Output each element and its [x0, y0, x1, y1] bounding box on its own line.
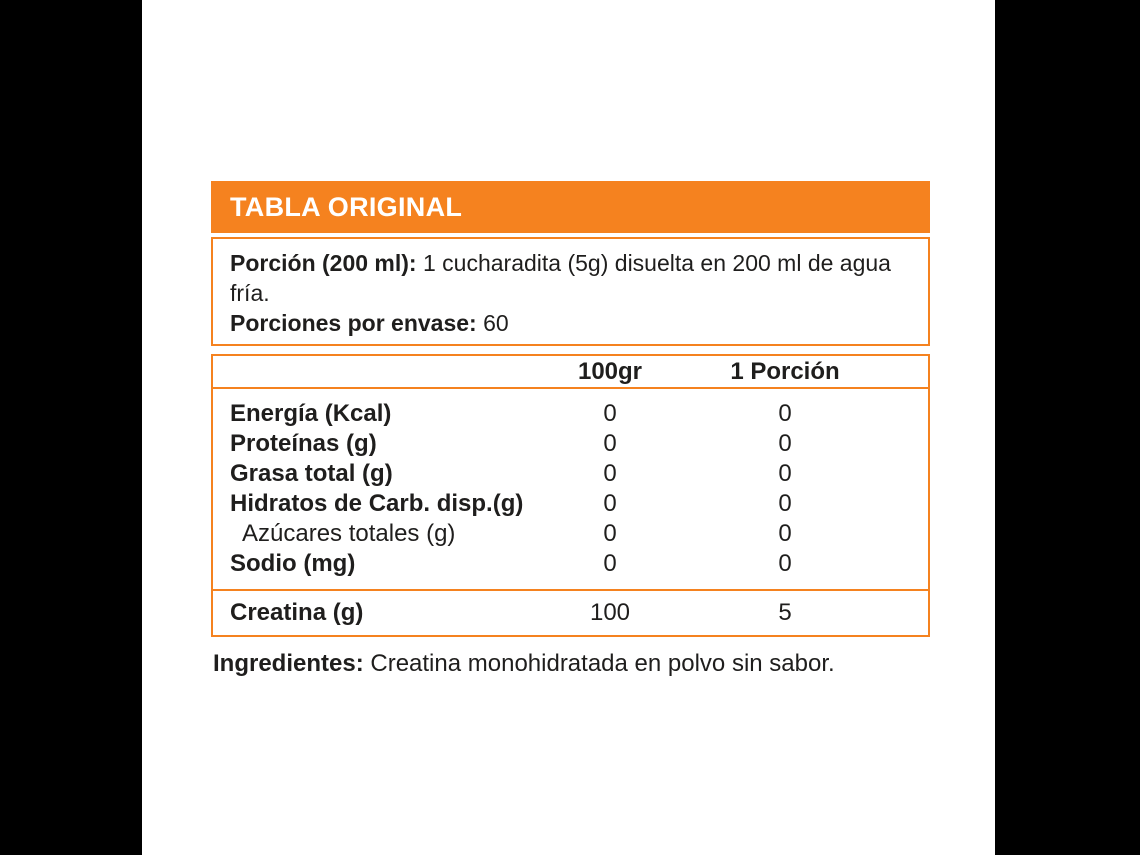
value-100g: 0: [603, 460, 617, 487]
table-body: [213, 389, 928, 589]
value-portion: 0: [778, 400, 792, 427]
black-band-left: [0, 0, 142, 855]
value-portion: 0: [778, 460, 792, 487]
label-sheet: [142, 0, 995, 855]
nutrition-table: [211, 354, 930, 637]
row-label: Sodio (mg): [230, 550, 356, 577]
row-label: Grasa total (g): [230, 460, 393, 487]
servings-label: Porciones por envase:: [230, 310, 477, 336]
servings-value: 60: [476, 310, 509, 336]
row-label: Azúcares totales (g): [242, 520, 456, 547]
table-header-row: [213, 356, 928, 389]
table-footer-row: [213, 589, 928, 635]
nutrition-label: [211, 181, 930, 679]
portion-line: [230, 248, 920, 308]
row-label: Proteínas (g): [230, 430, 377, 457]
value-portion: 0: [778, 490, 792, 517]
header-100g: 100gr: [577, 357, 643, 385]
value-portion: 0: [778, 430, 792, 457]
row-label: Creatina (g): [230, 599, 364, 626]
black-band-right: [995, 0, 1140, 855]
serving-info-box: [211, 237, 930, 346]
ingredients-line: [213, 649, 930, 679]
value-100g: 0: [603, 400, 617, 427]
value-100g: 0: [603, 550, 617, 577]
table-row: [213, 429, 928, 459]
table-row: [213, 399, 928, 429]
title-bar: [211, 181, 930, 233]
value-100g: 100: [589, 599, 631, 626]
table-row: [213, 549, 928, 579]
value-100g: 0: [603, 520, 617, 547]
ingredients-value: Creatina monohidratada en polvo sin sabor.: [363, 650, 835, 677]
value-portion: 0: [778, 550, 792, 577]
portion-value: 1 cucharadita (5g) disuelta en 200 ml de agua fría.: [230, 250, 891, 306]
value-100g: 0: [603, 430, 617, 457]
value-100g: 0: [603, 490, 617, 517]
row-label: Hidratos de Carb. disp.(g): [230, 490, 524, 517]
servings-line: [230, 308, 920, 338]
table-row: [213, 519, 928, 549]
page-title: TABLA ORIGINAL: [230, 191, 463, 222]
ingredients-label: Ingredientes:: [213, 650, 364, 677]
portion-label: Porción (200 ml):: [230, 250, 417, 276]
table-row: [213, 489, 928, 519]
value-portion: 0: [778, 520, 792, 547]
table-row: [213, 459, 928, 489]
header-portion: 1 Porción: [730, 357, 840, 385]
value-portion: 5: [778, 599, 792, 626]
row-label: Energía (Kcal): [230, 400, 392, 427]
